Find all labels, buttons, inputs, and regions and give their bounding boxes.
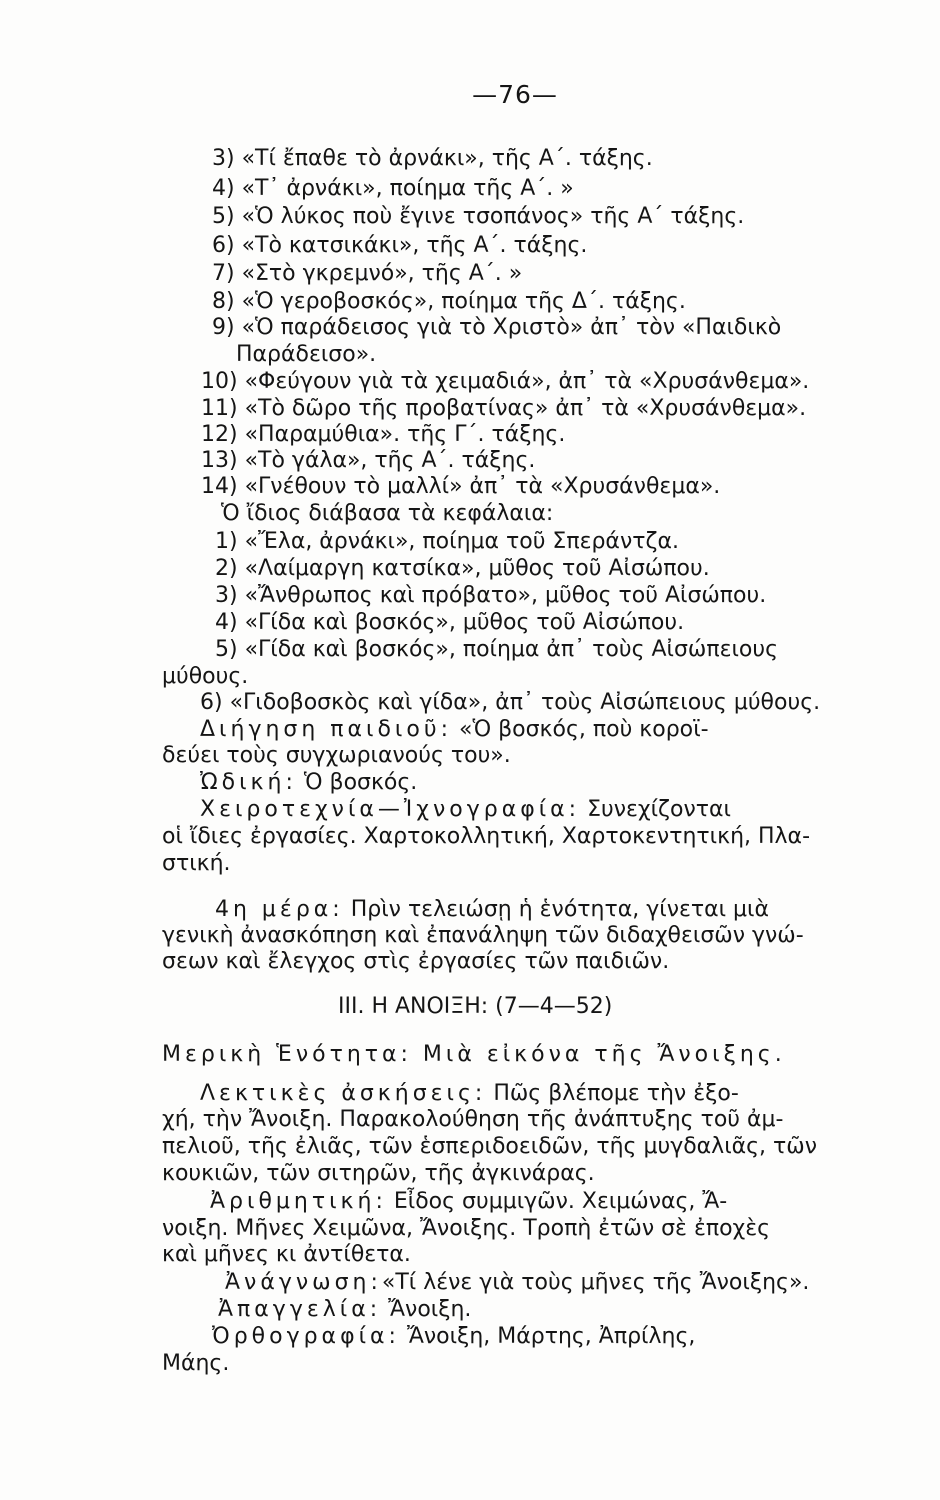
ode-text: Ὁ βοσκός. <box>303 770 418 795</box>
ode-label: Ὠδική: <box>200 770 297 795</box>
math-label: Ἀριθμητική: <box>210 1189 387 1214</box>
list-item: 4) «Τ᾽ ἀρνάκι», ποίημα τῆς Α΄. » <box>212 176 574 201</box>
list-item: 12) «Παραμύθια». τῆς Γ΄. τάξης. <box>201 422 566 447</box>
list-item: 6) «Γιδοβοσκὸς καὶ γίδα», ἀπ᾽ τοὺς Αἰσώπειους μύθους. <box>200 690 821 715</box>
list-item: Παράδεισο». <box>236 342 377 367</box>
spelling-line <box>212 1323 695 1351</box>
math-text-2: νοιξη. Μῆνες Χειμῶνα, Ἄνοιξης. Τροπὴ ἐτῶν σὲ ἐποχὲς <box>162 1216 771 1241</box>
math-text-3: καὶ μῆνες κι ἀντίθετα. <box>162 1242 411 1267</box>
page-number: —76— <box>472 80 558 109</box>
spelling-text: Ἄνοιξη, Μάρτης, Ἀπρίλης, <box>406 1324 696 1349</box>
reading-label: Ἀνάγνωση: <box>225 1270 382 1295</box>
craft-text-continued: οἱ ἴδιες ἐργασίες. Χαρτοκολλητική, Χαρτοκεντητική, Πλα- <box>162 824 811 849</box>
partial-unit-heading: Μερικὴ Ἑνότητα: Μιὰ εἰκόνα τῆς Ἄνοιξης. <box>162 1042 786 1067</box>
reading-text: «Τί λένε γιὰ τοὺς μῆνες τῆς Ἄνοιξης». <box>381 1270 810 1295</box>
day-four-text-continued: γενικὴ ἀνασκόπηση καὶ ἐπανάληψη τῶν διδαχθεισῶν γνώ- <box>162 923 804 948</box>
craft-text-end: στική. <box>162 851 231 876</box>
craft-label: Χειροτεχνία—Ἰχνογραφία: <box>200 797 581 822</box>
vocab-label: Λεκτικὲς ἀσκήσεις: <box>200 1081 487 1106</box>
narration-label: Διήγηση παιδιοῦ: <box>200 717 452 742</box>
list-item: 2) «Λαίμαργη κατσίκα», μῦθος τοῦ Αἰσώπου. <box>215 556 710 581</box>
list-item: 5) «Ὁ λύκος ποὺ ἔγινε τσοπάνος» τῆς Α΄ τάξης. <box>212 204 745 229</box>
craft-text: Συνεχίζονται <box>587 797 731 822</box>
recital-label: Ἀπαγγελία: <box>218 1297 382 1322</box>
vocab-text: Πῶς βλέπομε τὴν ἐξο- <box>493 1081 739 1106</box>
section-heading: III. Η ΑΝΟΙΞΗ: (7—4—52) <box>338 994 613 1019</box>
vocab-text-4: κουκιῶν, τῶν σιτηρῶν, τῆς ἀγκινάρας. <box>162 1161 595 1186</box>
day-four-text-end: σεων καὶ ἔλεγχος στὶς ἐργασίες τῶν παιδιῶν. <box>162 949 670 974</box>
recital-text: Ἄνοιξη. <box>388 1297 472 1322</box>
list-item: 10) «Φεύγουν γιὰ τὰ χειμαδιά», ἀπ᾽ τὰ «Χρυσάνθεμα». <box>201 369 810 394</box>
list-item: μύθους. <box>162 664 249 689</box>
day-four-label: 4η μέρα: <box>215 897 344 922</box>
spelling-text-2: Μάης. <box>162 1351 230 1376</box>
spelling-label: Ὀρθογραφία: <box>212 1324 400 1349</box>
list-item: Ὁ ἴδιος διάβασα τὰ κεφάλαια: <box>221 501 554 526</box>
list-item: 5) «Γίδα καὶ βοσκός», ποίημα ἀπ᾽ τοὺς Αἰσώπειους <box>215 637 779 662</box>
math-text: Εἶδος συμμιγῶν. Χειμώνας, Ἄ- <box>393 1189 728 1214</box>
list-item: 8) «Ὁ γεροβοσκός», ποίημα τῆς Δ΄. τάξης. <box>212 289 686 314</box>
list-item: 4) «Γίδα καὶ βοσκός», μῦθος τοῦ Αἰσώπου. <box>215 610 685 635</box>
list-item: 9) «Ὁ παράδεισος γιὰ τὸ Χριστὸ» ἀπ᾽ τὸν «Παιδικὸ <box>212 315 782 340</box>
list-item: 11) «Τὸ δῶρο τῆς προβατίνας» ἀπ᾽ τὰ «Χρυσάνθεμα». <box>201 396 807 421</box>
day-four-text: Πρὶν τελειώσῃ ἡ ἑνότητα, γίνεται μιὰ <box>350 897 770 922</box>
list-item: 3) «Τί ἔπαθε τὸ ἀρνάκι», τῆς Α΄. τάξης. <box>212 146 653 171</box>
reading-line <box>225 1269 809 1297</box>
list-item: 3) «Ἄνθρωπος καὶ πρόβατο», μῦθος τοῦ Αἰσώπου. <box>215 583 767 608</box>
list-item: 1) «Ἔλα, ἀρνάκι», ποίημα τοῦ Σπεράντζα. <box>215 529 679 554</box>
craft-line <box>200 796 731 824</box>
list-item: 14) «Γνέθουν τὸ μαλλί» ἀπ᾽ τὰ «Χρυσάνθεμα». <box>201 474 721 499</box>
math-line <box>210 1188 727 1216</box>
vocab-line <box>200 1080 739 1108</box>
list-item: 6) «Τὸ κατσικάκι», τῆς Α΄. τάξης. <box>212 233 588 258</box>
narration-text: «Ὁ βοσκός, ποὺ κοροϊ- <box>458 717 709 742</box>
vocab-text-3: πελιοῦ, τῆς ἐλιᾶς, τῶν ἑσπεριδοειδῶν, τῆς μυγδαλιᾶς, τῶν <box>162 1134 817 1159</box>
list-item: 7) «Στὸ γκρεμνό», τῆς Α΄. » <box>212 261 523 286</box>
list-item: 13) «Τὸ γάλα», τῆς Α΄. τάξης. <box>201 448 536 473</box>
narration-text-continued: δεύει τοὺς συγχωριανούς του». <box>162 743 511 768</box>
recital-line <box>218 1296 471 1324</box>
vocab-text-2: χή, τὴν Ἄνοιξη. Παρακολούθηση τῆς ἀνάπτυξης τοῦ ἀμ- <box>162 1107 784 1132</box>
narration-line <box>200 716 709 744</box>
ode-line <box>200 769 417 797</box>
day-four-line <box>215 896 769 924</box>
